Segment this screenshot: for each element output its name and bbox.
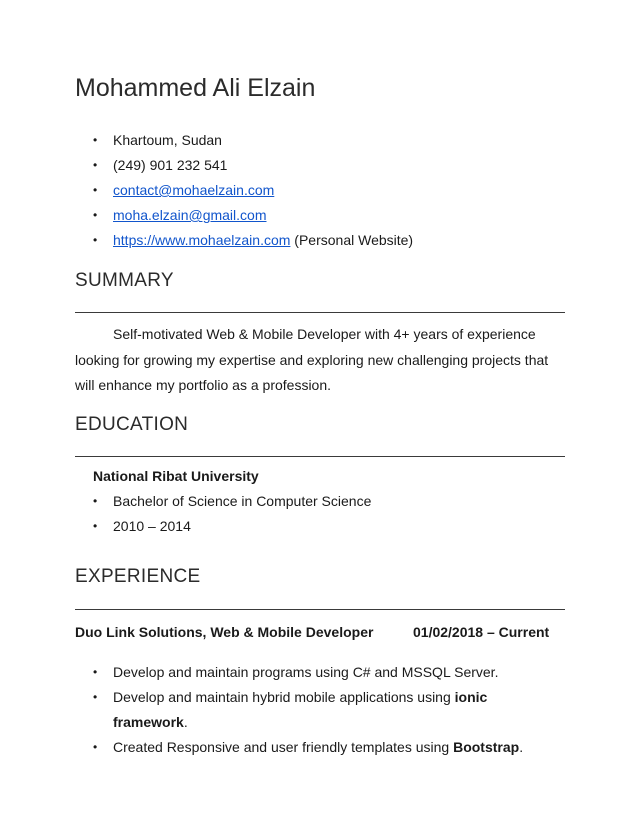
years-text: 2010 – 2014 (113, 518, 191, 534)
candidate-name: Mohammed Ali Elzain (75, 74, 316, 102)
duty-item (0, 660, 560, 685)
experience-heading: EXPERIENCE (75, 566, 201, 587)
duty-text-plain: Created Responsive and user friendly templates using (113, 739, 454, 755)
duty-text-after: . (519, 739, 524, 755)
duty-text-after: . (183, 714, 188, 730)
duty-text-plain: Develop and maintain programs using C# and MSSQL Server. (113, 664, 499, 680)
duty-text-bold: ionic framework (113, 689, 488, 730)
duty-text-plain: Develop and maintain hybrid mobile applications using (113, 689, 455, 705)
contact-email-secondary (0, 205, 413, 230)
bullet-icon: • (93, 158, 98, 172)
contact-email-primary (0, 180, 413, 205)
website-link[interactable]: https://www.mohaelzain.com (113, 232, 291, 248)
email-secondary-link[interactable]: moha.elzain@gmail.com (113, 207, 267, 223)
bullet-icon: • (93, 233, 98, 247)
bullet-icon: • (93, 183, 98, 197)
bullet-icon: • (93, 665, 98, 679)
summary-divider (75, 312, 565, 313)
summary-text: Self-motivated Web & Mobile Developer with 4+ years of experience looking for growing my expertise and exploring new challenging projects that will enhance my portfolio as a profession. (75, 326, 549, 393)
job-title: Duo Link Solutions, Web & Mobile Developer (75, 624, 374, 640)
contact-phone (0, 155, 413, 180)
degree-item (0, 489, 371, 514)
years-item (0, 514, 371, 539)
degree-text: Bachelor of Science in Computer Science (113, 493, 372, 509)
duties-list (0, 660, 560, 760)
bullet-icon: • (93, 740, 98, 754)
duty-text-bold: Bootstrap (453, 739, 520, 755)
duty-text (113, 660, 533, 685)
bullet-icon: • (93, 133, 98, 147)
school-name: National Ribat University (93, 468, 259, 484)
duty-text (113, 685, 533, 735)
contact-location (0, 130, 413, 155)
location-text: Khartoum, Sudan (113, 132, 222, 148)
contact-list (0, 130, 413, 255)
duty-item (0, 685, 560, 735)
bullet-icon: • (93, 494, 98, 508)
education-details (0, 489, 371, 539)
education-heading: EDUCATION (75, 414, 189, 435)
phone-text: (249) 901 232 541 (113, 157, 228, 173)
experience-divider (75, 609, 565, 610)
duty-item (0, 735, 560, 760)
website-note: (Personal Website) (290, 232, 414, 248)
job-dates: 01/02/2018 – Current (413, 624, 550, 640)
duty-text (113, 735, 533, 760)
bullet-icon: • (93, 519, 98, 533)
bullet-icon: • (93, 208, 98, 222)
contact-website (0, 230, 413, 255)
summary-heading: SUMMARY (75, 270, 174, 291)
education-divider (75, 456, 565, 457)
bullet-icon: • (93, 690, 98, 704)
email-primary-link[interactable]: contact@mohaelzain.com (113, 182, 275, 198)
